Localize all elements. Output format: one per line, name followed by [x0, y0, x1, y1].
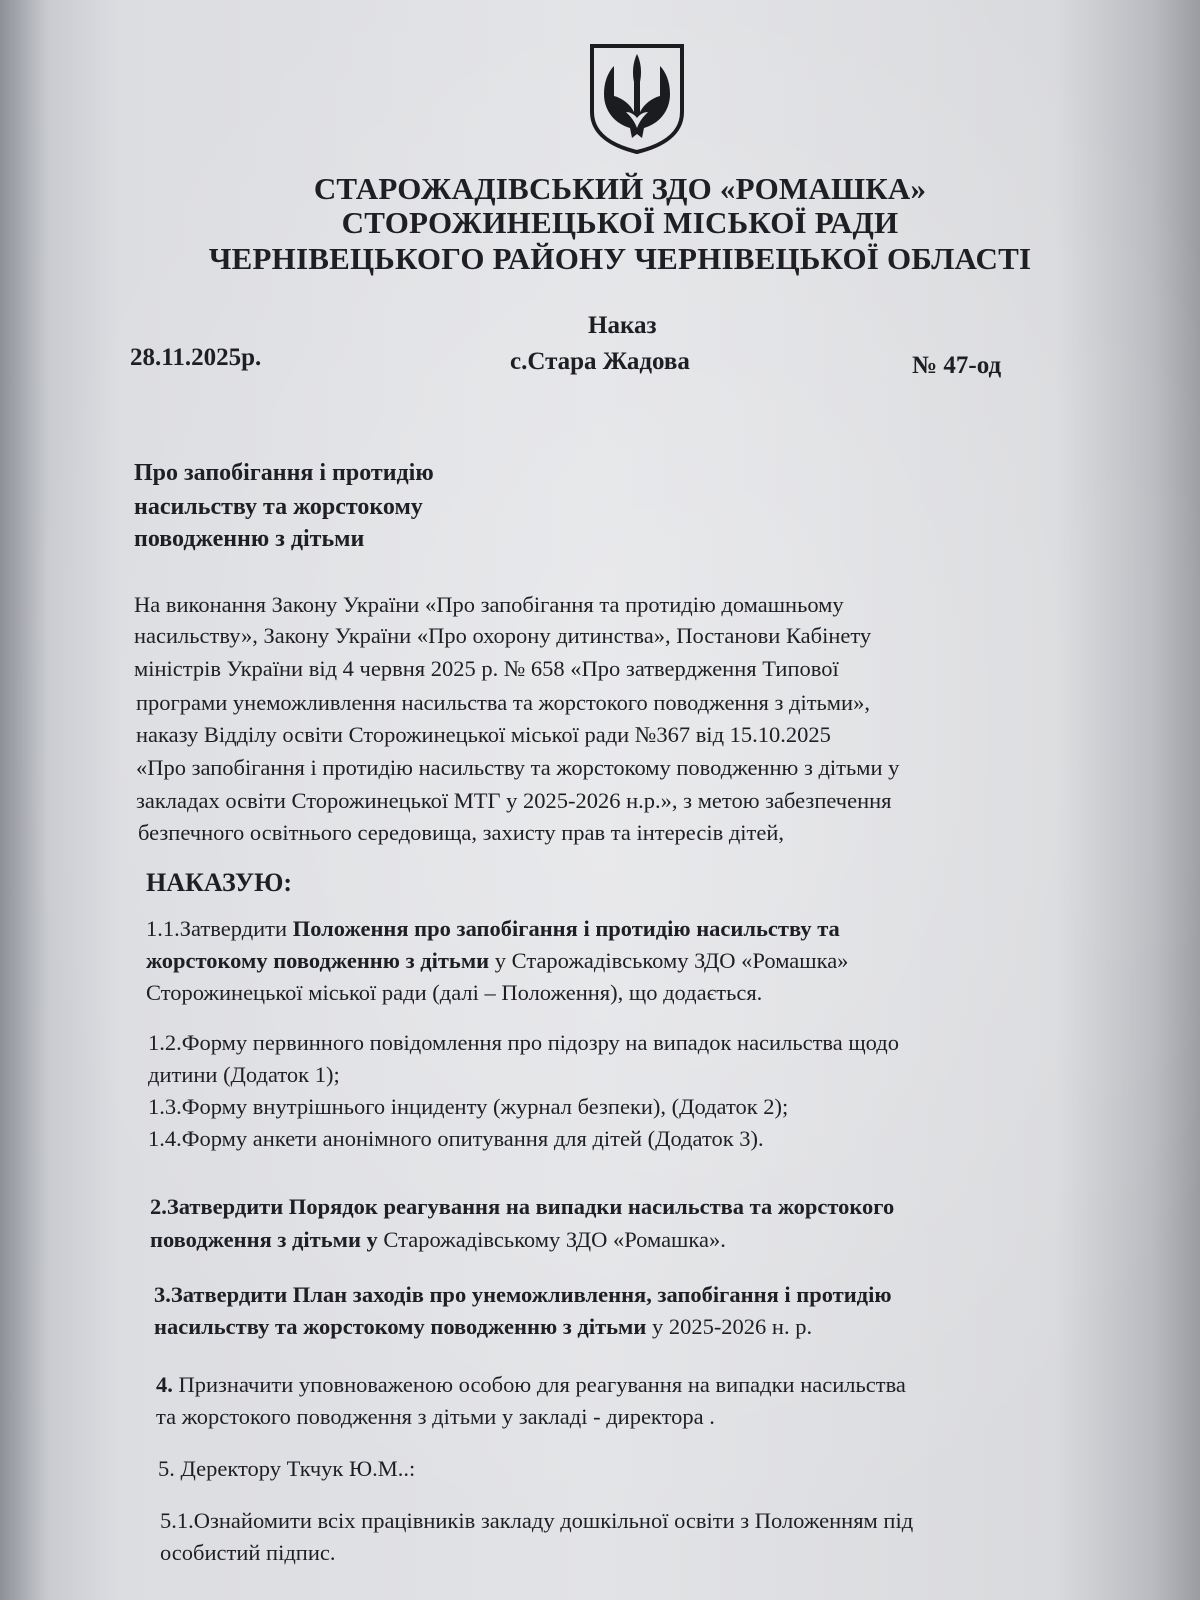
item-5-1-line-2: особистий підпис.	[160, 1540, 336, 1565]
item-1-2-line-2: дитини (Додаток 1);	[148, 1062, 340, 1087]
item-3-line-2: насильству та жорстокому поводженню з дітьми у 2025-2026 н. р.	[154, 1314, 813, 1339]
item-2-line-2: поводження з дітьми у Старожадівському ЗДО «Ромашка».	[150, 1227, 726, 1252]
item-4-line-1: 4. Призначити уповноваженою особою для реагування на випадки насильства	[156, 1372, 906, 1397]
item-1-1-line-1: 1.1.Затвердити Положення про запобігання і протидію насильству та	[146, 916, 840, 941]
order-directive-heading: НАКАЗУЮ:	[146, 868, 293, 897]
preamble-line-7: закладах освіти Сторожинецької МТГ у 2025-2026 н.р.», з метою забезпечення	[136, 788, 892, 813]
document-type-title: Наказ	[588, 312, 657, 339]
organization-name-line-3: ЧЕРНІВЕЦЬКОГО РАЙОНУ ЧЕРНІВЕЦЬКОЇ ОБЛАСТІ	[208, 241, 1032, 276]
order-date: 28.11.2025р.	[130, 344, 262, 371]
bleed-through-texture	[70, 56, 1070, 136]
order-number: № 47-од	[912, 352, 1002, 379]
subject-line-3: поводженню з дітьми	[134, 526, 365, 552]
item-1-3: 1.3.Форму внутрішнього інциденту (журнал безпеки), (Додаток 2);	[148, 1094, 789, 1119]
subject-line-1: Про запобігання і протидію	[134, 460, 434, 486]
preamble-line-1: На виконання Закону України «Про запобігання та протидію домашньому	[134, 592, 844, 617]
item-5-1-line-1: 5.1.Ознайомити всіх працівників закладу дошкільної освіти з Положенням під	[160, 1508, 914, 1533]
item-4-line-2: та жорстокого поводження з дітьми у закладі - директора .	[156, 1404, 715, 1429]
preamble-line-6: «Про запобігання і протидію насильству та жорстокому поводженню з дітьми у	[136, 755, 900, 780]
preamble-line-8: безпечного освітнього середовища, захисту прав та інтересів дітей,	[138, 820, 785, 845]
item-1-1-line-2: жорстокому поводженню з дітьми у Старожадівському ЗДО «Ромашка»	[146, 948, 849, 973]
item-1-1-line-3: Сторожинецької міської ради (далі – Положення), що додається.	[146, 980, 763, 1005]
order-place: с.Стара Жадова	[510, 348, 690, 375]
item-1-4: 1.4.Форму анкети анонімного опитування для дітей (Додаток 3).	[148, 1126, 764, 1151]
item-2-line-1: 2.Затвердити Порядок реагування на випадки насильства та жорстокого	[150, 1194, 895, 1219]
item-1-2-line-1: 1.2.Форму первинного повідомлення про підозру на випадок насильства щодо	[148, 1030, 899, 1055]
preamble-line-2: насильству», Закону України «Про охорону дитинства», Постанови Кабінету	[134, 623, 872, 648]
organization-name-line-2: СТОРОЖИНЕЦЬКОЇ МІСЬКОЇ РАДИ	[341, 205, 899, 240]
ukraine-trident-emblem-icon	[586, 42, 688, 154]
item-3-line-1: 3.Затвердити План заходів про унеможливлення, запобігання і протидію	[154, 1282, 892, 1307]
preamble-line-5: наказу Відділу освіти Сторожинецької міської ради №367 від 15.10.2025	[136, 722, 831, 747]
organization-name-line-1: СТАРОЖАДІВСЬКИЙ ЗДО «РОМАШКА»	[313, 171, 927, 206]
preamble-line-3: міністрів України від 4 червня 2025 р. № 658 «Про затвердження Типової	[134, 656, 839, 681]
item-5: 5. Деректору Ткчук Ю.М..:	[158, 1456, 416, 1481]
subject-line-2: насильству та жорстокому	[134, 494, 423, 520]
preamble-line-4: програми унеможливлення насильства та жорстокого поводження з дітьми»,	[136, 690, 870, 715]
